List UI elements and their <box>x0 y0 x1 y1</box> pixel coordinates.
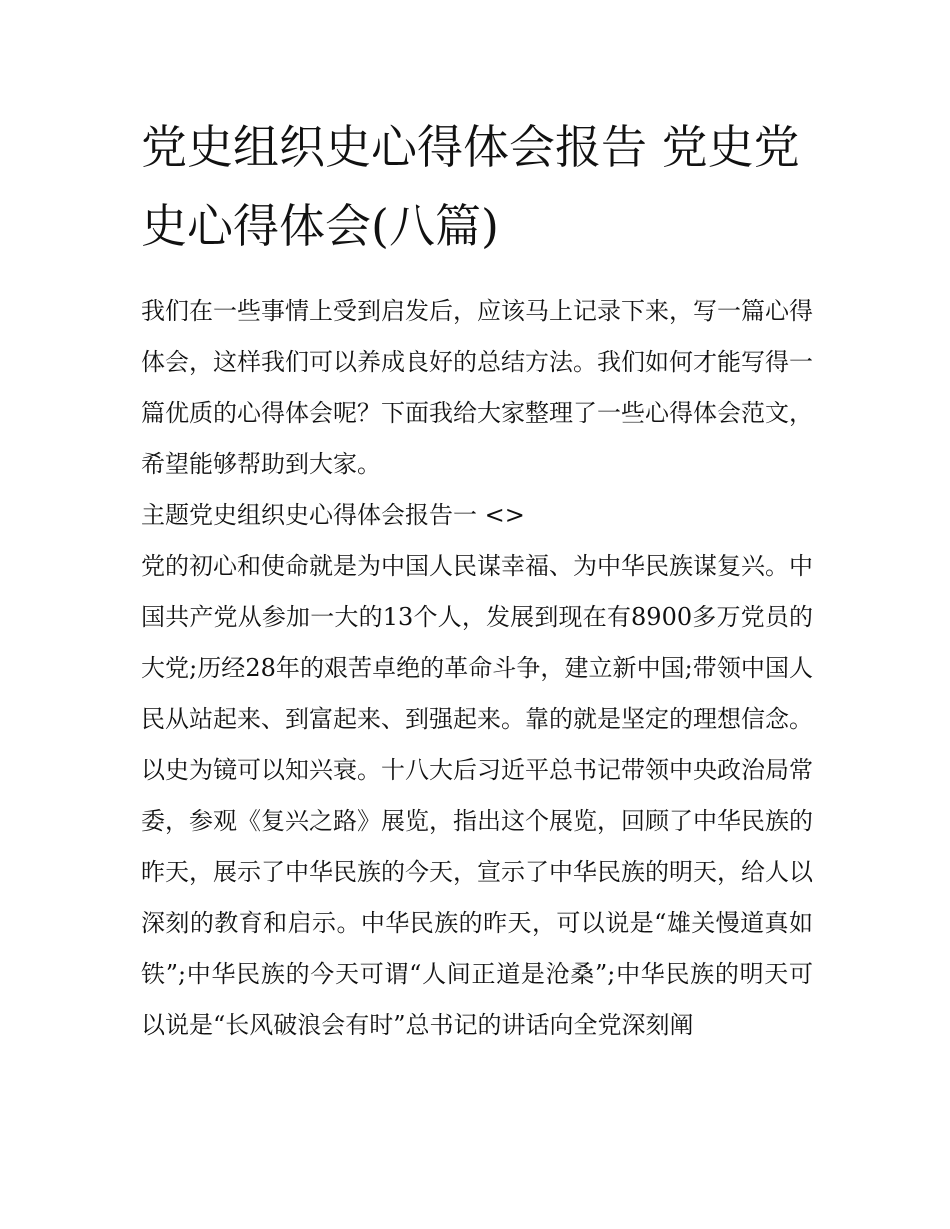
section-heading: 主题党史组织史心得体会报告一 <> <box>141 501 525 529</box>
document-page <box>141 108 813 1051</box>
intro-paragraph: 我们在一些事情上受到启发后，应该马上记录下来，写一篇心得体会，这样我们可以养成良好的总结方法。我们如何才能写得一篇优质的心得体会呢？下面我给大家整理了一些心得体会范文，希望能够帮助到大家。 <box>141 297 813 478</box>
document-title: 党史组织史心得体会报告 党史党史心得体会(八篇) <box>141 120 800 253</box>
body-paragraph: 以史为镜可以知兴衰。十八大后习近平总书记带领中央政治局常委，参观《复兴之路》展览，指出这个展览，回顾了中华民族的昨天，展示了中华民族的今天，宣示了中华民族的明天，给人以深刻的教育和启示。中华民族的昨天，可以说是“雄关慢道真如铁”;中华民族的今天可谓“人间正道是沧桑”;中华民族的明天可以说是“长风破浪会有时”总书记的讲话向全党深刻阐 <box>141 756 813 1039</box>
body-paragraph: 党的初心和使命就是为中国人民谋幸福、为中华民族谋复兴。中国共产党从参加一大的13个人，发展到现在有8900多万党员的大党;历经28年的艰苦卓绝的革命斗争，建立新中国;带领中国人民从站起来、到富起来、到强起来。靠的就是坚定的理想信念。 <box>141 552 813 733</box>
